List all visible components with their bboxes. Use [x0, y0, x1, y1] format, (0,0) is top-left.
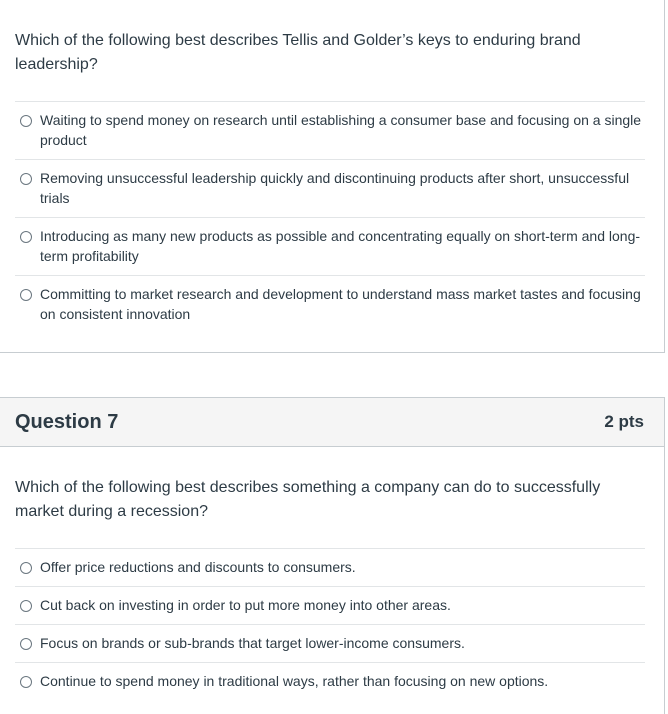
question-6-answers	[15, 101, 645, 333]
answer-option[interactable]	[15, 586, 645, 624]
radio-button[interactable]	[20, 676, 32, 688]
question-6-card	[0, 0, 665, 353]
question-points: 2 pts	[604, 412, 644, 431]
answer-label: Focus on brands or sub-brands that target lower-income consumers.	[40, 635, 465, 651]
radio-button[interactable]	[20, 600, 32, 612]
question-7-card	[0, 397, 665, 714]
radio-button[interactable]	[20, 562, 32, 574]
answer-option[interactable]	[15, 101, 645, 159]
radio-button[interactable]	[20, 289, 32, 301]
answer-label: Introducing as many new products as possible and concentrating equally on short-term and long-term profitability	[40, 228, 641, 264]
answer-label: Offer price reductions and discounts to consumers.	[40, 559, 356, 575]
question-7-header	[0, 398, 664, 447]
radio-button[interactable]	[20, 115, 32, 127]
answer-option[interactable]	[15, 548, 645, 586]
answer-option[interactable]	[15, 662, 645, 700]
answer-option[interactable]	[15, 159, 645, 217]
question-title: Question 7	[15, 410, 119, 433]
question-6-text: Which of the following best describes Tellis and Golder’s keys to enduring brand leadership?	[15, 32, 581, 73]
radio-button[interactable]	[20, 638, 32, 650]
radio-button[interactable]	[20, 173, 32, 185]
question-7-text: Which of the following best describes something a company can do to successfully market during a recession?	[15, 479, 601, 520]
answer-label: Committing to market research and development to understand mass market tastes and focusing on consistent innovation	[40, 286, 641, 322]
answer-label: Continue to spend money in traditional ways, rather than focusing on new options.	[40, 673, 549, 689]
answer-option[interactable]	[15, 624, 645, 662]
answer-option[interactable]	[15, 275, 645, 333]
answer-label: Waiting to spend money on research until establishing a consumer base and focusing on a single product	[40, 112, 642, 148]
radio-button[interactable]	[20, 231, 32, 243]
answer-label: Cut back on investing in order to put more money into other areas.	[40, 597, 451, 613]
question-7-answers	[15, 548, 645, 700]
answer-option[interactable]	[15, 217, 645, 275]
answer-label: Removing unsuccessful leadership quickly and discontinuing products after short, unsuccessful trials	[40, 170, 630, 206]
